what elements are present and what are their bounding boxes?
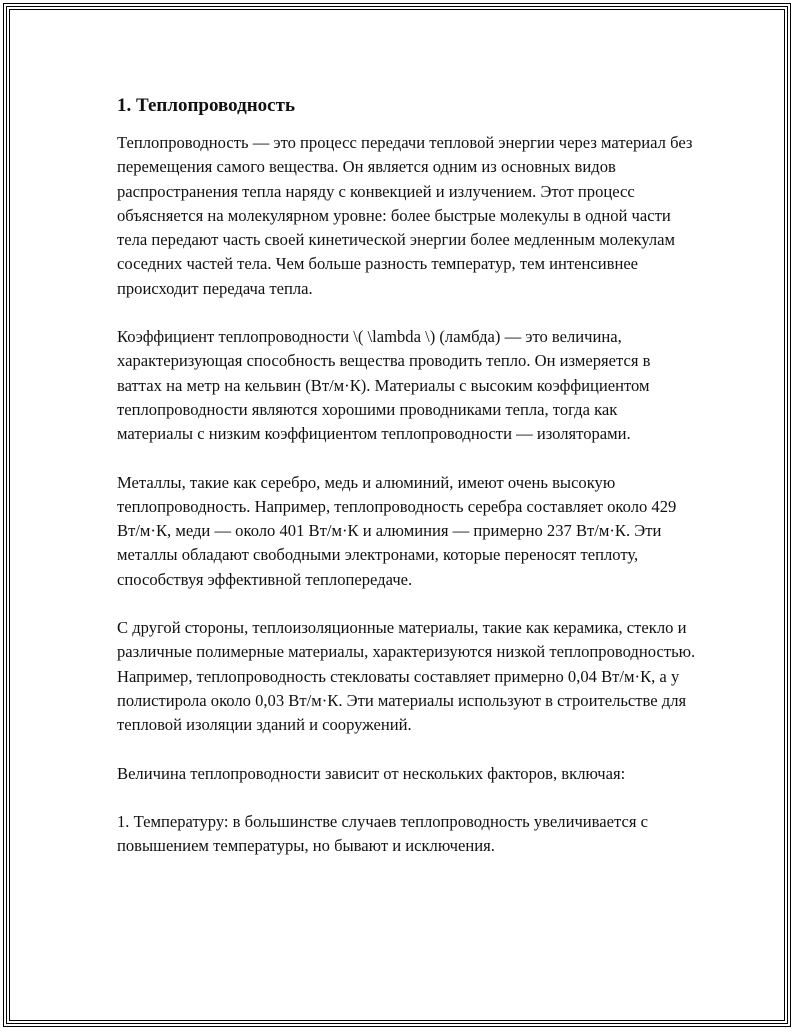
document-body <box>117 93 697 882</box>
paragraph-factors-intro: Величина теплопроводности зависит от нескольких факторов, включая: <box>117 763 626 783</box>
paragraph-factor-temperature: 1. Температуру: в большинстве случаев теплопроводность увеличивается с повышением температуры, но бывают и исключения. <box>117 811 648 856</box>
paragraph-definition: Теплопроводность — это процесс передачи тепловой энергии через материал без перемещения самого вещества. Он является одним из основных видов распространения тепла наряду с конвекцией и излучением. Этот процесс объясняется на молекулярном уровне: более быстрые молекулы в одной части тела передают часть своей кинетической энергии более медленным молекулам соседних частей тела. Чем больше разность температур, тем интенсивнее происходит передача тепла. <box>117 133 693 298</box>
paragraph-metals: Металлы, такие как серебро, медь и алюминий, имеют очень высокую теплопроводность. Например, теплопроводность серебра составляет около 429 Вт/м·К, меди — около 401 Вт/м·К и алюминия — примерно 237 Вт/м·К. Эти металлы обладают свободными электронами, которые переносят теплоту, способствуя эффективной теплопередаче. <box>117 472 677 589</box>
paragraph-coefficient: Коэффициент теплопроводности \( \lambda \) (ламбда) — это величина, характеризующая способность вещества проводить тепло. Он измеряется в ваттах на метр на кельвин (Вт/м·К). Материалы с высоким коэффициентом теплопроводности являются хорошими проводниками тепла, тогда как материалы с низким коэффициентом теплопроводности — изоляторами. <box>117 327 651 444</box>
section-heading: 1. Теплопроводность <box>117 95 295 116</box>
paragraph-insulators: С другой стороны, теплоизоляционные материалы, такие как керамика, стекло и различные полимерные материалы, характеризуются низкой теплопроводностью. Например, теплопроводность стекловаты составляет примерно 0,04 Вт/м·К, а у полистирола около 0,03 Вт/м·К. Эти материалы используют в строительстве для тепловой изоляции зданий и сооружений. <box>117 618 696 735</box>
